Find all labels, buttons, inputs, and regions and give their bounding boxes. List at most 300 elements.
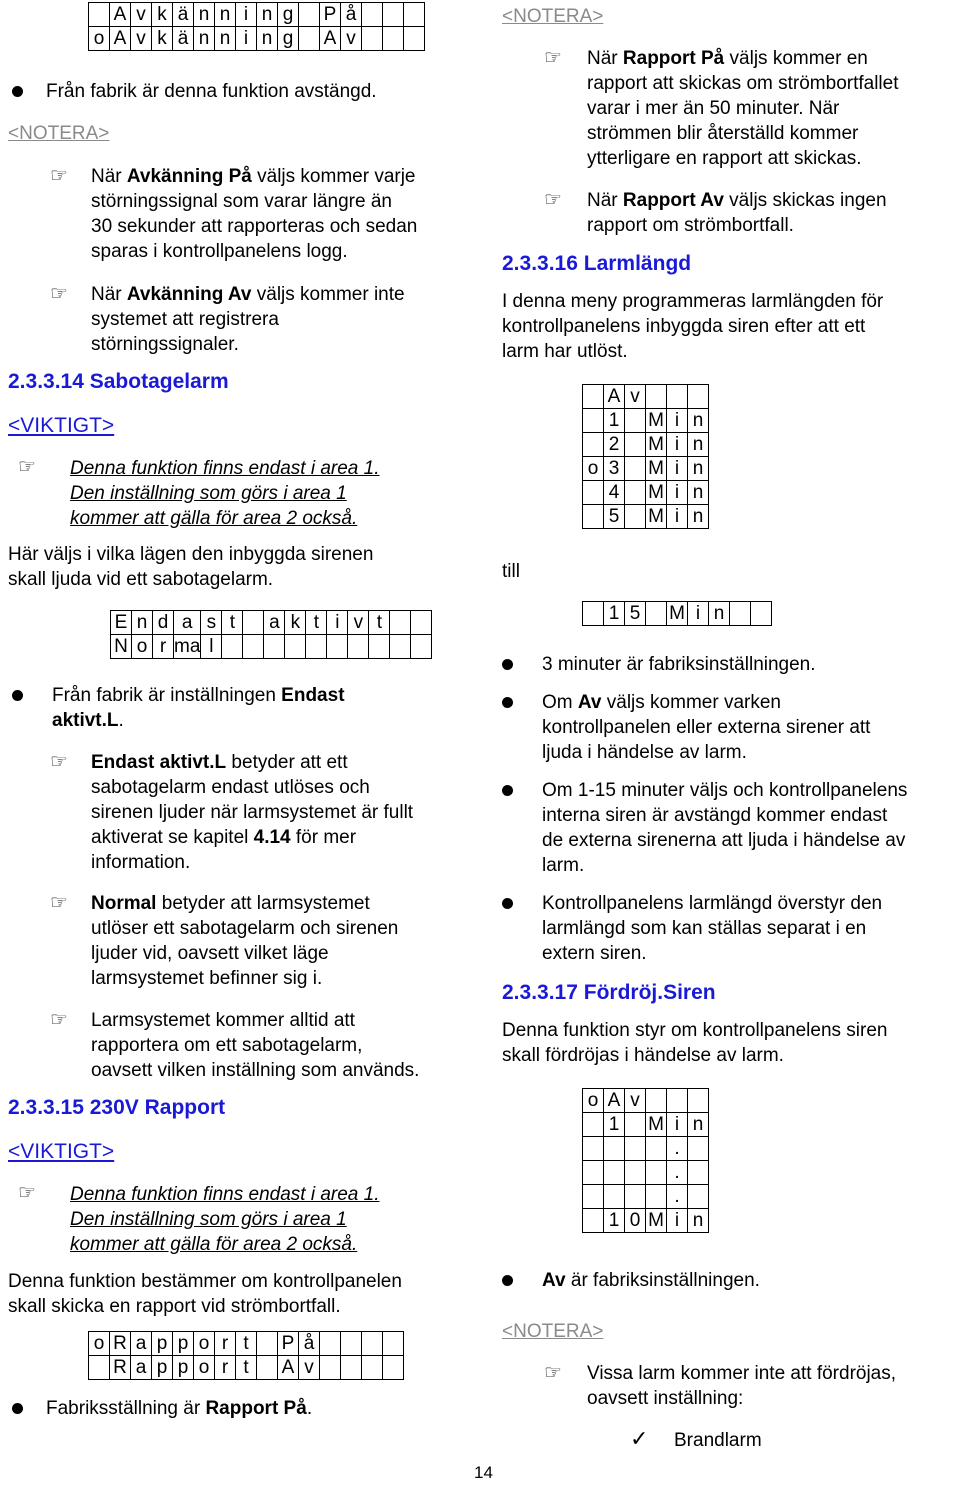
avkanning-option-grid [88,2,425,51]
grid-cell [89,3,110,27]
text-line [52,708,124,733]
text-line: Här väljs i vilka lägen den inbyggda sirenen [8,544,374,565]
grid-cell: o [194,1332,215,1356]
grid-cell [583,481,604,505]
grid2-body [111,611,432,659]
grid-cell: n [194,27,215,51]
grid-cell [306,635,327,659]
grid-cell [625,481,646,505]
grid-cell [583,1161,604,1185]
viktigt-heading: <VIKTIGT> [8,1140,115,1163]
section-number: 2.3.3.16 [502,252,578,275]
text-line: ljuda i händelse av larm. [542,742,747,763]
grid-cell: 1 [604,602,625,626]
text-line: kommer att gälla för area 2 också. [70,508,358,529]
grid-cell [625,505,646,529]
grid-cell [362,1332,383,1356]
grid-row [583,409,709,433]
text-line: rapport om strömbortfall. [587,215,794,236]
grid-cell [625,1113,646,1137]
grid-cell [583,409,604,433]
grid-cell: n [257,3,278,27]
grid-cell: o [583,457,604,481]
bullet-icon [12,1403,23,1414]
grid-cell [688,1161,709,1185]
grid-cell [730,602,751,626]
grid-row [583,433,709,457]
grid-row [583,457,709,481]
grid-cell [583,1113,604,1137]
text-frag: När [587,48,623,69]
grid-cell: P [320,3,341,27]
grid-cell: M [646,505,667,529]
grid-row [583,1185,709,1209]
text-line [542,690,781,715]
text-line: Denna funktion finns endast i area 1. [70,1184,380,1205]
grid-cell [688,385,709,409]
text-line: strömmen blir återställd kommer [587,123,859,144]
grid-cell: d [153,611,174,635]
grid-cell: i [327,611,348,635]
grid-cell: t [369,611,390,635]
larmlangd-max-grid [582,601,772,626]
text-line: 30 sekunder att rapporteras och sedan [91,216,418,237]
grid4-body [583,385,709,529]
section-title: 230V Rapport [89,1096,226,1119]
grid-cell [646,1161,667,1185]
text-frag: är fabriksinställningen. [565,1270,760,1291]
grid-cell: n [709,602,730,626]
notera-heading: <NOTERA> [502,6,604,27]
grid-cell [362,1356,383,1380]
grid-cell: g [278,27,299,51]
grid-cell: t [236,1356,257,1380]
pointing-hand-icon: ☞ [18,456,36,478]
grid-cell: o [132,635,153,659]
grid-row [111,635,432,659]
grid-cell: n [688,409,709,433]
grid-cell: 5 [604,505,625,529]
grid-cell: v [131,27,152,51]
text-line: larm har utlöst. [502,341,628,362]
pointing-hand-icon: ☞ [50,751,68,773]
note-avkanning-pa [91,164,416,189]
text-frag: Avkänning På [126,166,252,187]
text-frag: Endast aktivt.L [91,752,227,773]
grid-cell: M [646,481,667,505]
section-title: Fördröj.Siren [583,981,716,1004]
grid-cell: n [257,27,278,51]
text-frag: betyder att ett [226,752,348,773]
text-frag: Avkänning Av [126,284,252,305]
text-frag: för mer [290,827,357,848]
grid-cell: n [132,611,153,635]
grid-cell [369,635,390,659]
text-line: skall ljuda vid ett sabotagelarm. [8,569,274,590]
text-line: I denna meny programmeras larmlängden för [502,291,884,312]
text-line: skall skicka en rapport vid strömbortfall. [8,1296,341,1317]
grid-row [583,602,772,626]
grid-cell: v [131,3,152,27]
text-line: Om 1-15 minuter väljs och kontrollpanelens [542,780,908,801]
grid-cell [383,1332,404,1356]
grid-cell: k [152,27,173,51]
grid1-body [89,3,425,51]
grid-cell: i [667,1209,688,1233]
bullet-icon [502,785,513,796]
grid-cell: s [201,611,222,635]
grid-row [583,1161,709,1185]
grid-cell: a [264,611,285,635]
grid-cell: n [688,433,709,457]
sabotage-option-grid [110,610,432,659]
text-line: Larmsystemet kommer alltid att [91,1010,355,1031]
text-line: larm. [542,855,585,876]
larmlangd-option-grid [582,384,709,529]
grid-cell: . [667,1161,688,1185]
text-line: rapportera om ett sabotagelarm, [91,1035,363,1056]
pointing-hand-icon: ☞ [50,892,68,914]
grid-cell [320,1332,341,1356]
notera-heading: <NOTERA> [502,1321,604,1342]
grid-cell [625,433,646,457]
grid-cell [604,1185,625,1209]
text-frag: När [587,190,623,211]
grid-cell: i [667,433,688,457]
text-frag: Fabriksställning är [46,1398,206,1419]
bullet-icon [12,690,23,701]
grid-cell: p [152,1332,173,1356]
grid-cell: o [89,27,110,51]
grid-cell: p [173,1356,194,1380]
text-line: Vissa larm kommer inte att fördröjas, [587,1363,897,1384]
grid-cell: N [111,635,132,659]
text-line: larmlängd som kan ställas separat i en [542,918,867,939]
text-line: Denna funktion styr om kontrollpanelens siren [502,1020,888,1041]
grid-cell: A [110,3,131,27]
grid-cell: t [222,611,243,635]
grid-cell: M [646,1113,667,1137]
grid-cell: R [110,1332,131,1356]
grid-cell [89,1356,110,1380]
grid-row [583,481,709,505]
grid-cell [625,457,646,481]
grid-cell [404,27,425,51]
section-heading-larmlangd [502,251,691,276]
bullet-icon [502,1275,513,1286]
section-title: Sabotagelarm [89,370,229,393]
text-line: störningssignal som varar längre än [91,191,392,212]
grid-cell [667,1089,688,1113]
grid-cell: A [278,1356,299,1380]
grid-cell [646,1185,667,1209]
bullet-icon [502,898,513,909]
grid-cell: n [215,27,236,51]
grid-cell [583,602,604,626]
text-line [542,1268,760,1293]
grid-row [583,1209,709,1233]
grid-cell: v [299,1356,320,1380]
grid-cell: p [152,1356,173,1380]
grid-cell: ä [173,27,194,51]
grid-cell [646,1089,667,1113]
notera-heading: <NOTERA> [8,123,110,144]
grid-cell: M [667,602,688,626]
grid-cell: v [625,1089,646,1113]
text-frag: . [306,1398,313,1419]
grid-cell [688,1185,709,1209]
grid-row [89,3,425,27]
section-heading-fordroj [502,980,716,1005]
grid-cell [583,385,604,409]
grid-cell: i [236,27,257,51]
grid-cell [362,27,383,51]
grid-cell: i [688,602,709,626]
grid-cell: 3 [604,457,625,481]
grid-cell: o [194,1356,215,1380]
bullet-icon [12,86,23,97]
text-line: utlöser ett sabotagelarm och sirenen [91,918,399,939]
grid-cell [625,1161,646,1185]
text-line: sabotagelarm endast utlöses och [91,777,370,798]
grid-cell: k [285,611,306,635]
text-frag: Från fabrik är inställningen [52,685,282,706]
text-frag: . [118,710,124,731]
grid-cell: M [646,457,667,481]
text-frag: Rapport På [622,48,725,69]
text-frag: 4.14 [253,827,291,848]
grid-cell: g [278,3,299,27]
text-line: Den inställning som görs i area 1 [70,483,347,504]
grid-cell: n [688,1113,709,1137]
grid-cell: . [667,1185,688,1209]
grid-cell: A [110,27,131,51]
grid-row [583,385,709,409]
text-line: skall fördröjas i händelse av larm. [502,1045,784,1066]
text-frag: aktiverat se kapitel [91,827,254,848]
section-heading-230v [8,1095,225,1120]
rapport-option-grid [88,1331,404,1380]
grid-cell: a [174,611,201,635]
grid-cell: A [604,1089,625,1113]
text-frag: Om [542,692,578,713]
grid-cell: 1 [604,1113,625,1137]
grid-cell [688,1089,709,1113]
grid-cell [625,1137,646,1161]
grid-row [89,1332,404,1356]
grid-cell: A [604,385,625,409]
text-line: sparas i kontrollpanelens logg. [91,241,348,262]
grid-cell [299,27,320,51]
text-line: kontrollpanelen eller externa sirener att [542,717,871,738]
text-frag: Av [542,1270,566,1291]
grid5-body [583,602,772,626]
text-line: interna siren är avstängd kommer endast [542,805,888,826]
grid-row [583,1113,709,1137]
grid-row [111,611,432,635]
grid-cell: R [110,1356,131,1380]
grid-cell [390,611,411,635]
text-frag: Rapport På [205,1398,307,1419]
checkmark-icon: ✓ [630,1426,649,1451]
grid-cell [646,385,667,409]
grid-cell: . [667,1137,688,1161]
text-line: Brandlarm [674,1430,762,1451]
bullet-icon [502,659,513,670]
pointing-hand-icon: ☞ [50,1009,68,1031]
grid-cell [243,611,264,635]
fordroj-option-grid [582,1088,709,1233]
grid-cell: a [131,1356,152,1380]
grid-cell [604,1137,625,1161]
grid-cell [646,1137,667,1161]
pointing-hand-icon: ☞ [544,1362,562,1384]
text-frag: väljs kommer varje [251,166,416,187]
text-frag: När [91,166,127,187]
text-frag: betyder att larmsystemet [156,893,370,914]
page-number: 14 [474,1463,493,1482]
grid-cell: n [688,481,709,505]
grid-cell [751,602,772,626]
grid-cell [222,635,243,659]
section-title: Larmlängd [583,252,692,275]
text-line: Denna funktion finns endast i area 1. [70,458,380,479]
grid-cell [320,1356,341,1380]
grid-cell [583,433,604,457]
grid-cell: p [173,1332,194,1356]
grid-row [89,27,425,51]
text-frag: När [91,284,127,305]
text-line: rapport att skickas om strömbortfallet [587,73,899,94]
note-endast-aktivt [91,750,348,775]
text-line: oavsett vilken inställning som används. [91,1060,420,1081]
text-line: varar i mer än 50 minuter. När [587,98,840,119]
grid3-body [89,1332,404,1380]
text-line: Denna funktion bestämmer om kontrollpanelen [8,1271,402,1292]
section-heading-sabotagelarm [8,369,229,394]
section-number: 2.3.3.14 [8,370,84,393]
text-frag: Av [577,692,602,713]
grid-cell [341,1332,362,1356]
grid-cell: 5 [625,602,646,626]
text-frag: väljs skickas ingen [723,190,887,211]
grid-cell: o [583,1089,604,1113]
grid-cell [404,3,425,27]
bullet-factory-rapport [46,1396,312,1421]
text-frag: väljs kommer en [724,48,868,69]
text-frag: Normal [91,893,157,914]
text-line: Kontrollpanelens larmlängd överstyr den [542,893,883,914]
text-line: sirenen ljuder när larmsystemet är fullt [91,802,414,823]
grid-cell: v [341,27,362,51]
text-frag: Endast [281,685,345,706]
grid-cell: 1 [604,409,625,433]
grid-cell: a [131,1332,152,1356]
section-number: 2.3.3.15 [8,1096,84,1119]
text-line: kontrollpanelens inbyggda siren efter att ett [502,316,866,337]
text-line: systemet att registrera [91,309,279,330]
grid-cell [383,1356,404,1380]
grid-row [89,1356,404,1380]
grid-cell: r [215,1332,236,1356]
text-line: Den inställning som görs i area 1 [70,1209,347,1230]
text-frag: Rapport Av [622,190,724,211]
grid-cell: v [625,385,646,409]
grid-cell: k [152,3,173,27]
grid-cell: E [111,611,132,635]
grid-cell [299,3,320,27]
grid-cell: t [306,611,327,635]
grid-cell: M [646,409,667,433]
grid-cell: M [646,1209,667,1233]
grid-cell: i [667,481,688,505]
grid-cell [327,635,348,659]
grid-row [583,1137,709,1161]
grid-cell: v [348,611,369,635]
grid-cell: n [688,1209,709,1233]
grid-cell [383,27,404,51]
grid-cell [583,1137,604,1161]
grid-cell [383,3,404,27]
grid-cell: t [236,1332,257,1356]
grid-cell [411,611,432,635]
pointing-hand-icon: ☞ [544,189,562,211]
grid-cell [604,1161,625,1185]
text-frag: aktivt.L [52,710,119,731]
grid-cell: n [688,505,709,529]
grid-cell: n [194,3,215,27]
grid-cell [583,505,604,529]
grid-cell: 1 [604,1209,625,1233]
grid-cell: å [299,1332,320,1356]
text-line: larmsystemet befinner sig i. [91,968,323,989]
till-label: till [502,561,520,582]
pointing-hand-icon: ☞ [50,165,68,187]
grid-row [583,505,709,529]
grid-cell: r [153,635,174,659]
text-line: störningssignaler. [91,334,239,355]
grid-cell [341,1356,362,1380]
grid-cell [646,602,667,626]
note-rapport-av [587,188,887,213]
grid-cell: i [667,409,688,433]
note-rapport-pa [587,46,868,71]
pointing-hand-icon: ☞ [544,47,562,69]
text-line: de externa sirenerna att ljuda i händelse av [542,830,906,851]
text-line [91,825,356,850]
grid-cell [583,1185,604,1209]
viktigt-heading: <VIKTIGT> [8,414,115,437]
grid-cell: o [89,1332,110,1356]
grid-cell: P [278,1332,299,1356]
grid-cell: å [341,3,362,27]
pointing-hand-icon: ☞ [18,1182,36,1204]
grid-cell: 0 [625,1209,646,1233]
grid-cell: l [201,635,222,659]
grid-cell [257,1332,278,1356]
grid-cell: M [646,433,667,457]
grid-cell: n [688,457,709,481]
grid-cell [625,1185,646,1209]
grid-cell: 4 [604,481,625,505]
grid-cell [285,635,306,659]
text-line: ytterligare en rapport att skickas. [587,148,862,169]
pointing-hand-icon: ☞ [50,283,68,305]
grid-cell: A [320,27,341,51]
grid-cell [264,635,285,659]
grid-cell: n [215,3,236,27]
grid-cell [625,409,646,433]
